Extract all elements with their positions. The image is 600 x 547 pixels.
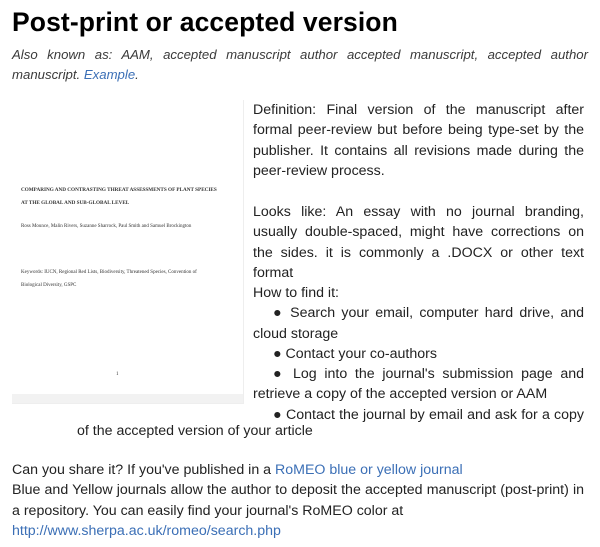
- bullet-contact-journal: ● Contact the journal by email and ask for a copy: [273, 406, 584, 423]
- share-intro: If you've published in a: [123, 462, 275, 478]
- how-to-tail: of the accepted version of your article: [77, 423, 313, 439]
- also-known-as: Also known as: AAM, accepted manuscript author accepted manuscript, accepted author manuscript. Example.: [12, 47, 588, 82]
- looks-like-block: [253, 202, 584, 283]
- how-to-label: How to find it:: [253, 285, 339, 301]
- sherpa-url-link[interactable]: http://www.sherpa.ac.uk/romeo/search.php: [12, 522, 281, 539]
- share-body: Blue and Yellow journals allow the author to deposit the accepted manuscript (post-print) in a repository. You can easily find your journal's RoMEO color at: [12, 482, 584, 519]
- example-link[interactable]: Example: [83, 67, 136, 82]
- share-label: Can you share it?: [12, 462, 124, 478]
- looks-like-label: Looks like:: [253, 204, 327, 220]
- how-to-block: [253, 283, 584, 425]
- thumb-bottom-strip: [12, 394, 243, 403]
- aka-text: Also known as: AAM, accepted manuscript author accepted manuscript, accepted author manuscript.: [12, 47, 588, 82]
- thumb-page-number: 1: [116, 372, 119, 377]
- thumb-keywords-line-1: Keywords: IUCN, Regional Red Lists, Biodiversity, Threatened Species, Convention of: [21, 270, 197, 275]
- looks-like-text: An essay with no journal branding, usually double-spaced, might have corrections on the sides. it is commonly a .DOCX or other text format: [253, 204, 585, 281]
- thumb-authors: Ross Mounce, Malin Rivers, Suzanne Sharrock, Paul Smith and Samuel Brockington: [21, 224, 192, 229]
- definition-text: Final version of the manuscript after formal peer-review but before being type-set by the publisher. It contains all revisions made during the peer-review process.: [253, 102, 584, 179]
- page-title: Post-print or accepted version: [12, 7, 398, 37]
- bullet-coauthors: ● Contact your co-authors: [273, 345, 437, 362]
- thumb-title-line-1: COMPARING AND CONTRASTING THREAT ASSESSMENTS OF PLANT SPECIES: [21, 187, 217, 193]
- bullet-search-2: cloud storage: [253, 325, 339, 342]
- definition-label: Definition:: [253, 102, 317, 118]
- bullet-search-1: ● Search your email, computer hard drive, and: [273, 305, 584, 322]
- bullet-login-2: retrieve a copy of the accepted version or AAM: [253, 386, 548, 403]
- bullet-login-1: ● Log into the journal's submission page and: [273, 366, 584, 383]
- thumb-title-line-2: AT THE GLOBAL AND SUB-GLOBAL LEVEL: [21, 200, 130, 206]
- manuscript-thumbnail: [12, 100, 244, 404]
- definition-block: [253, 100, 584, 181]
- share-block: [12, 460, 584, 541]
- thumb-keywords-line-2: Biological Diversity, GSPC: [21, 283, 77, 288]
- romeo-link[interactable]: RoMEO blue or yellow journal: [274, 462, 463, 478]
